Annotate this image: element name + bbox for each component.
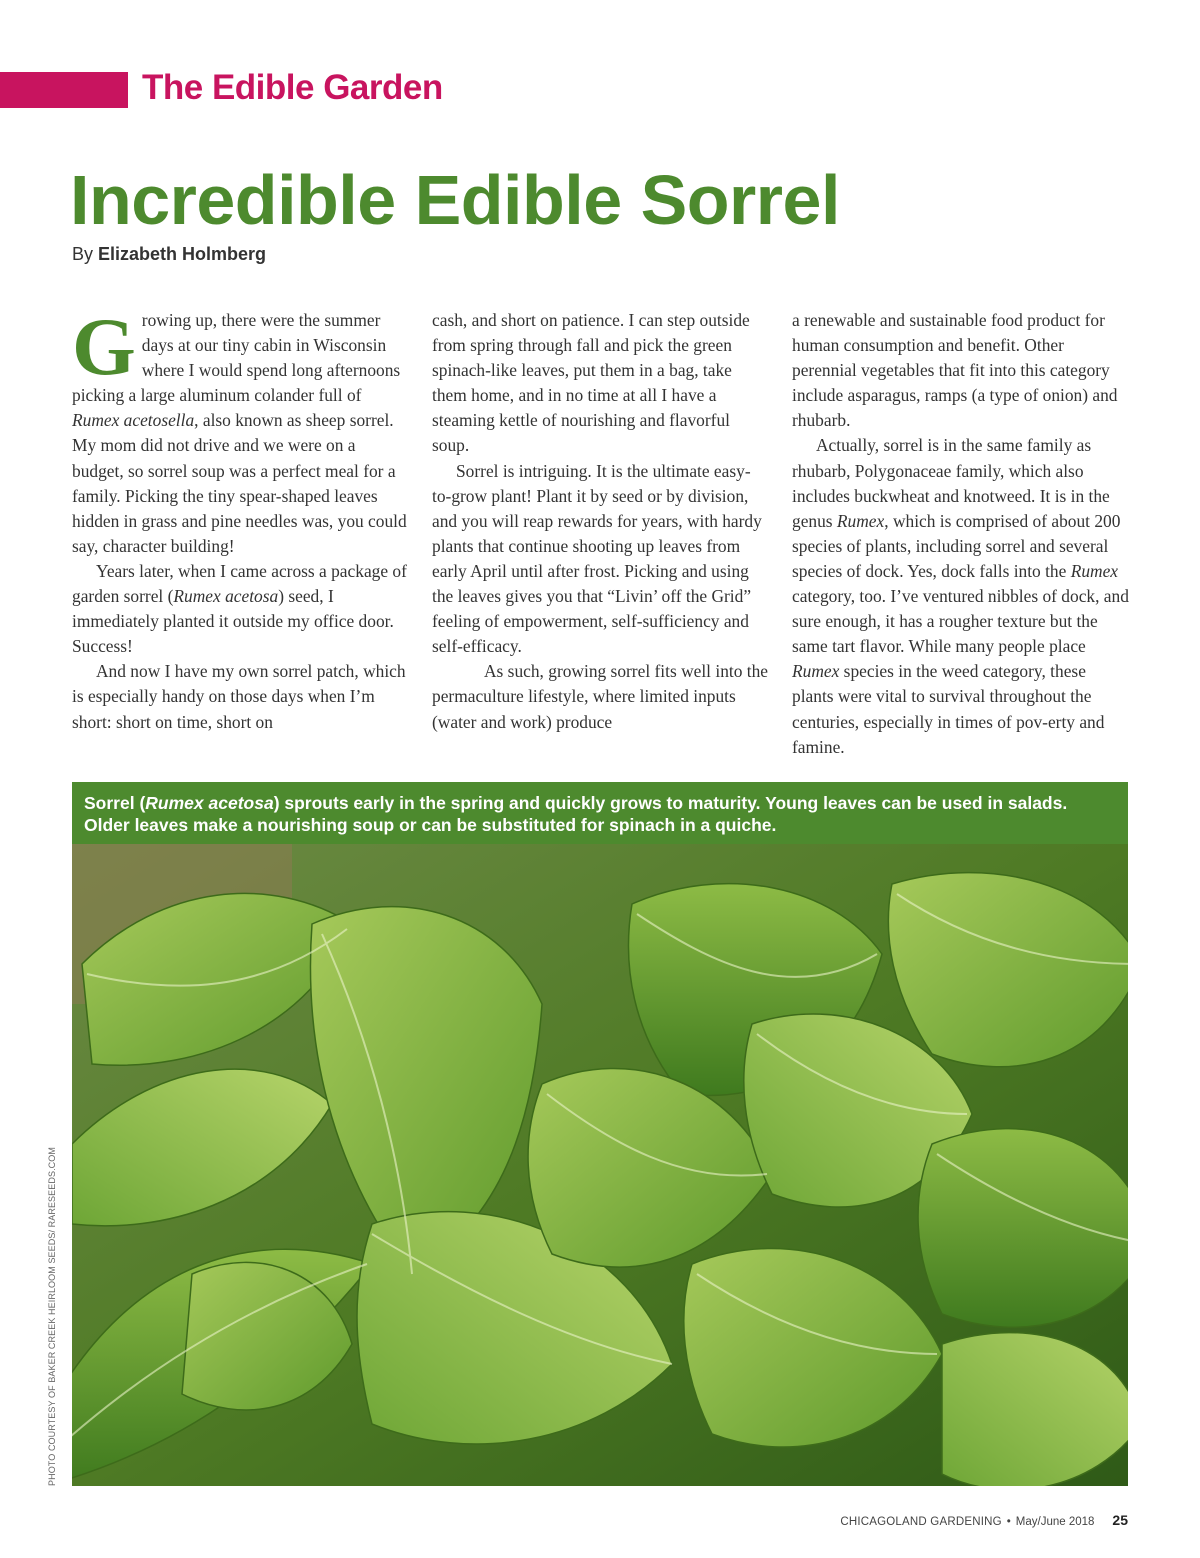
text-run: ) seed, I immediately planted it outside my office door. Success! xyxy=(72,586,394,657)
text-run: category, too. I’ve ventured nibbles of dock, and sure enough, it has a rougher texture but the same tart flavor. While many people place xyxy=(792,586,1129,657)
section-title: The Edible Garden xyxy=(142,68,443,107)
sorrel-photo xyxy=(72,844,1128,1486)
text-run: rowing up, there were the summer days at our tiny cabin in Wisconsin where I would spend long afternoons picking a large aluminum colander full of xyxy=(72,310,401,406)
caption-text: Sorrel ( xyxy=(84,793,146,813)
caption-species-name: Rumex acetosa xyxy=(145,793,274,813)
page-number: 25 xyxy=(1112,1512,1128,1528)
italic-genus-name: Rumex xyxy=(836,510,885,531)
body-column-3 xyxy=(792,308,1130,760)
article-title: Incredible Edible Sorrel xyxy=(70,161,840,239)
caption-text: ) sprouts early in the spring and quickly grows to maturity. Young leaves can be used in salads. Older leaves make a nourishing soup or can be substituted for spinach in a quiche. xyxy=(84,793,1068,835)
publication-name: CHICAGOLAND GARDENING xyxy=(840,1516,1002,1528)
italic-genus-name: Rumex xyxy=(792,661,840,682)
photo-credit: PHOTO COURTESY OF BAKER CREEK HEIRLOOM SEEDS/ RARESEEDS.COM xyxy=(47,1147,57,1486)
paragraph: Sorrel is intriguing. It is the ultimate easy-to-grow plant! Plant it by seed or by division, and you will reap rewards for years, with hardy plants that continue shooting up leaves from early April until after frost. Picking and using the leaves gives you that “Livin’ off the Grid” feeling of empowerment, self-sufficiency and self-efficacy. xyxy=(432,460,762,657)
issue-date: May/June 2018 xyxy=(1015,1516,1095,1528)
photo-caption xyxy=(72,782,1128,844)
paragraph xyxy=(72,301,410,559)
paragraph xyxy=(72,559,410,659)
italic-species-name: Rumex acetosella xyxy=(72,410,195,431)
text-run: Years later, when I came across a package of garden sorrel ( xyxy=(72,560,407,607)
italic-species-name: Rumex acetosa xyxy=(173,586,279,607)
paragraph: a renewable and sustainable food product for human consumption and benefit. Other perennial vegetables that fit into this category include asparagus, ramps (a type of onion) and rhubarb. xyxy=(792,310,1118,431)
footer-separator: • xyxy=(1006,1516,1011,1528)
author-name: Elizabeth Holmberg xyxy=(98,244,267,264)
drop-cap: G xyxy=(72,301,136,392)
text-run: , also known as sheep sorrel. My mom did not drive and we were on a budget, so sorrel soup was a perfect meal for a family. Picking the tiny spear-shaped leaves hidden in grass and pine needles was, you could say, character building! xyxy=(72,410,407,556)
section-accent-bar xyxy=(0,72,128,108)
body-column-2 xyxy=(432,308,768,735)
byline-prefix: By xyxy=(72,244,94,264)
byline xyxy=(72,244,266,265)
text-run: species in the weed category, these plants were vital to survival throughout the centuries, especially in times of pov-erty and famine. xyxy=(792,661,1105,757)
italic-genus-name: Rumex xyxy=(1070,560,1119,581)
paragraph: And now I have my own sorrel patch, which is especially handy on those days when I’m short: short on time, short on xyxy=(72,661,406,732)
text-run: , which is comprised of about 200 species of plants, including sorrel and several species of dock. Yes, dock falls into the xyxy=(792,510,1121,581)
paragraph xyxy=(792,433,1130,759)
page-footer xyxy=(840,1512,1128,1528)
text-run: Actually, sorrel is in the same family as rhubarb, Polygonaceae family, which also includes buckwheat and knotweed. It is in the genus xyxy=(792,435,1110,531)
sorrel-leaves-illustration xyxy=(72,844,1128,1486)
paragraph: As such, growing sorrel fits well into the permaculture lifestyle, where limited inputs (water and work) produce xyxy=(432,661,769,732)
body-column-1 xyxy=(72,301,410,735)
paragraph: cash, and short on patience. I can step outside from spring through fall and pick the green spinach-like leaves, put them in a bag, take them home, and in no time at all I have a steaming kettle of nourishing and flavorful soup. xyxy=(432,310,750,456)
